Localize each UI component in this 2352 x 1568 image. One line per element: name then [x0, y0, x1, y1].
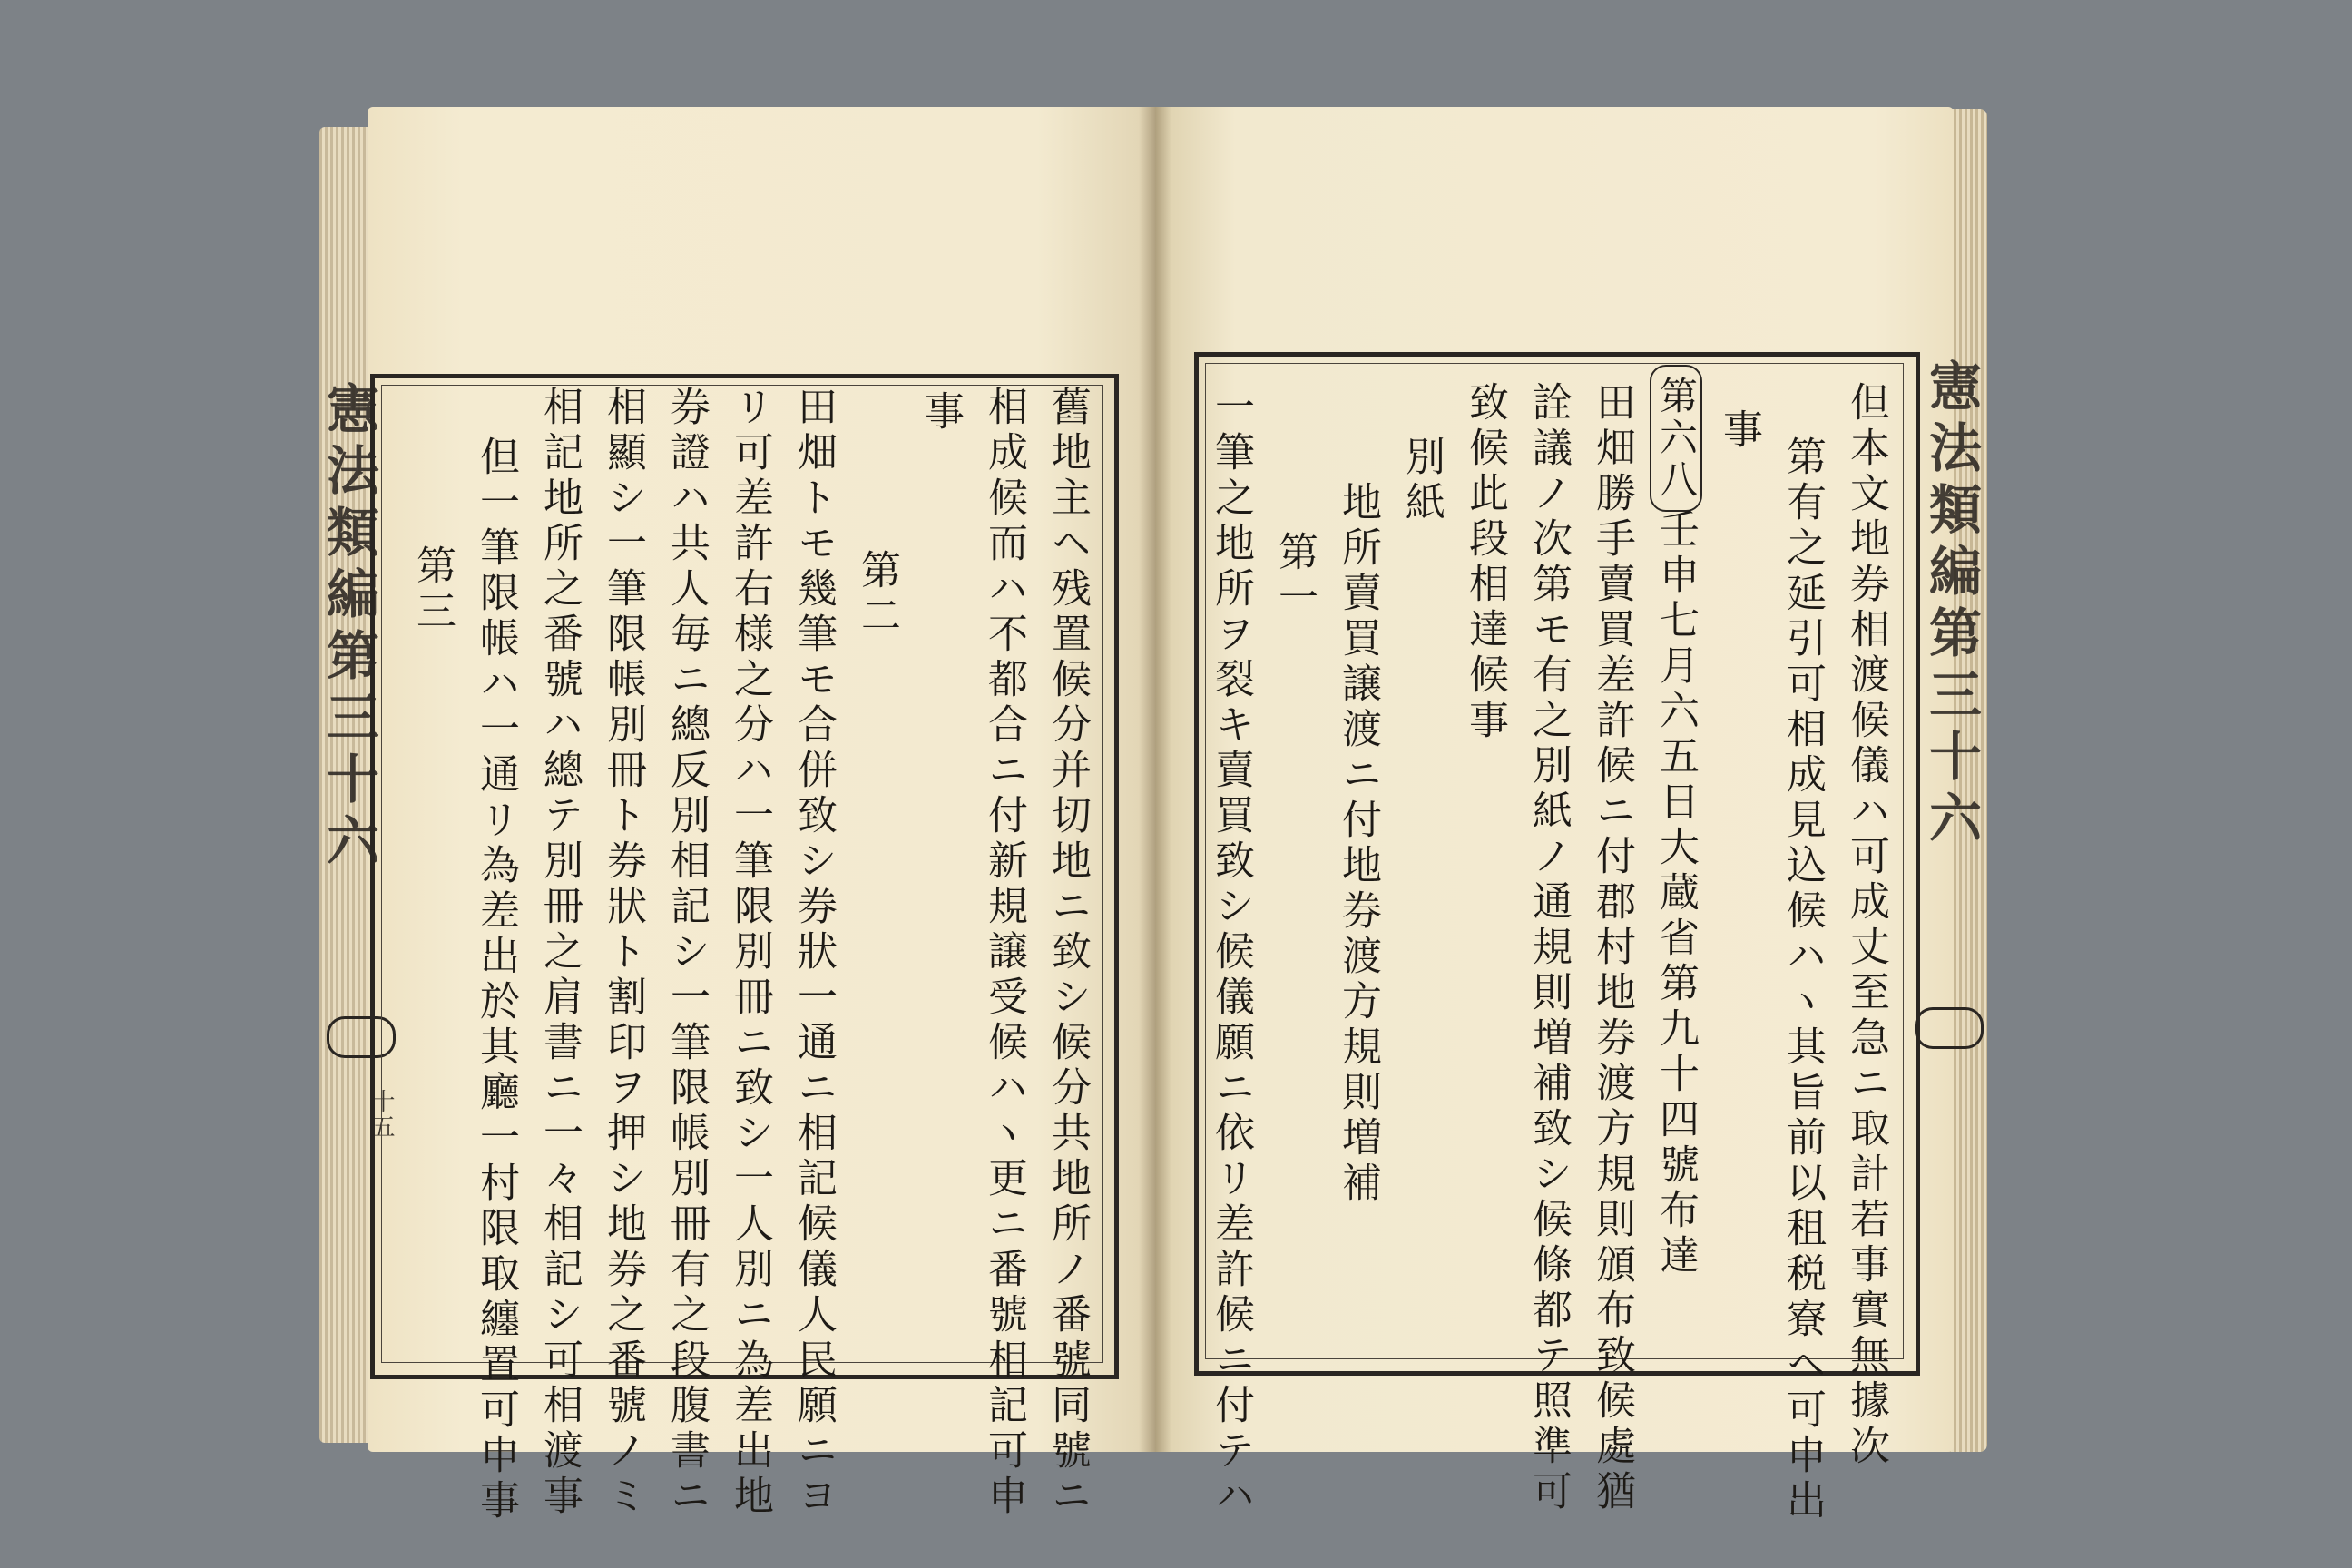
text-column: 舊地主ヘ残置候分并切地ニ致シ候分共地所ノ番號同號ニ [1044, 386, 1091, 1520]
right-fold-mark [1915, 1007, 1984, 1049]
text-column: 事 [1716, 408, 1762, 454]
text-column: 相記地所之番號ハ總テ別冊之肩書ニ一々相記シ可相渡事 [536, 386, 583, 1520]
text-column: 相成候而ハ不都合ニ付新規譲受候ハヽ更ニ番號相記可申 [981, 386, 1027, 1520]
right-spine-title: 憲法類編第三十六 [1920, 358, 1982, 852]
section-heading: 第二 [854, 549, 900, 640]
text-column: 第有之延引可相成見込候ハヽ其旨前以租税寮ヘ可申出 [1779, 436, 1826, 1524]
section-heading: 第一 [1271, 531, 1318, 622]
text-column: 券證ハ共人毎ニ總反別相記シ一筆限帳別冊有之段腹書ニ [663, 386, 710, 1520]
attachment-label: 別紙 [1398, 436, 1445, 526]
text-column: 事 [917, 390, 964, 436]
book-gutter [1139, 107, 1171, 1452]
section-number-badge: 第六八 [1650, 365, 1702, 512]
text-column: 田畑トモ幾筆モ合併致シ券狀一通ニ相記候儀人民願ニヨ [790, 386, 837, 1520]
text-column: 相顯シ一筆限帳別冊ト券狀ト割印ヲ押シ地券之番號ノミ [600, 386, 646, 1520]
text-column: 但一筆限帳ハ一通リ為差出於其廳一村限取纏置可申事 [473, 436, 519, 1524]
text-column: 壬申七月六五日大蔵省第九十四號布達 [1652, 508, 1699, 1279]
text-column: リ可差許右様之分ハ一筆限別冊ニ致シ一人別ニ為差出地 [727, 386, 773, 1520]
section-heading: 第三 [409, 544, 456, 635]
text-column: 詮議ノ次第モ有之別紙ノ通規則増補致シ候條都テ照準可 [1525, 381, 1572, 1515]
text-column: 一筆之地所ヲ裂キ賣買致シ候儀願ニ依リ差許候ニ付テハ [1208, 386, 1254, 1520]
left-spine-title: 憲法類編第三十六 [318, 381, 379, 875]
text-column: 致候此段相達候事 [1462, 381, 1508, 744]
left-folio: 十五 [368, 1089, 395, 1140]
attachment-title: 地所賣買譲渡ニ付地券渡方規則増補 [1335, 481, 1381, 1207]
text-column: 田畑勝手賣買差許候ニ付郡村地券渡方規則頒布致候處猶 [1589, 381, 1635, 1515]
text-column: 但本文地券相渡候儀ハ可成丈至急ニ取計若事實無據次 [1843, 381, 1889, 1470]
